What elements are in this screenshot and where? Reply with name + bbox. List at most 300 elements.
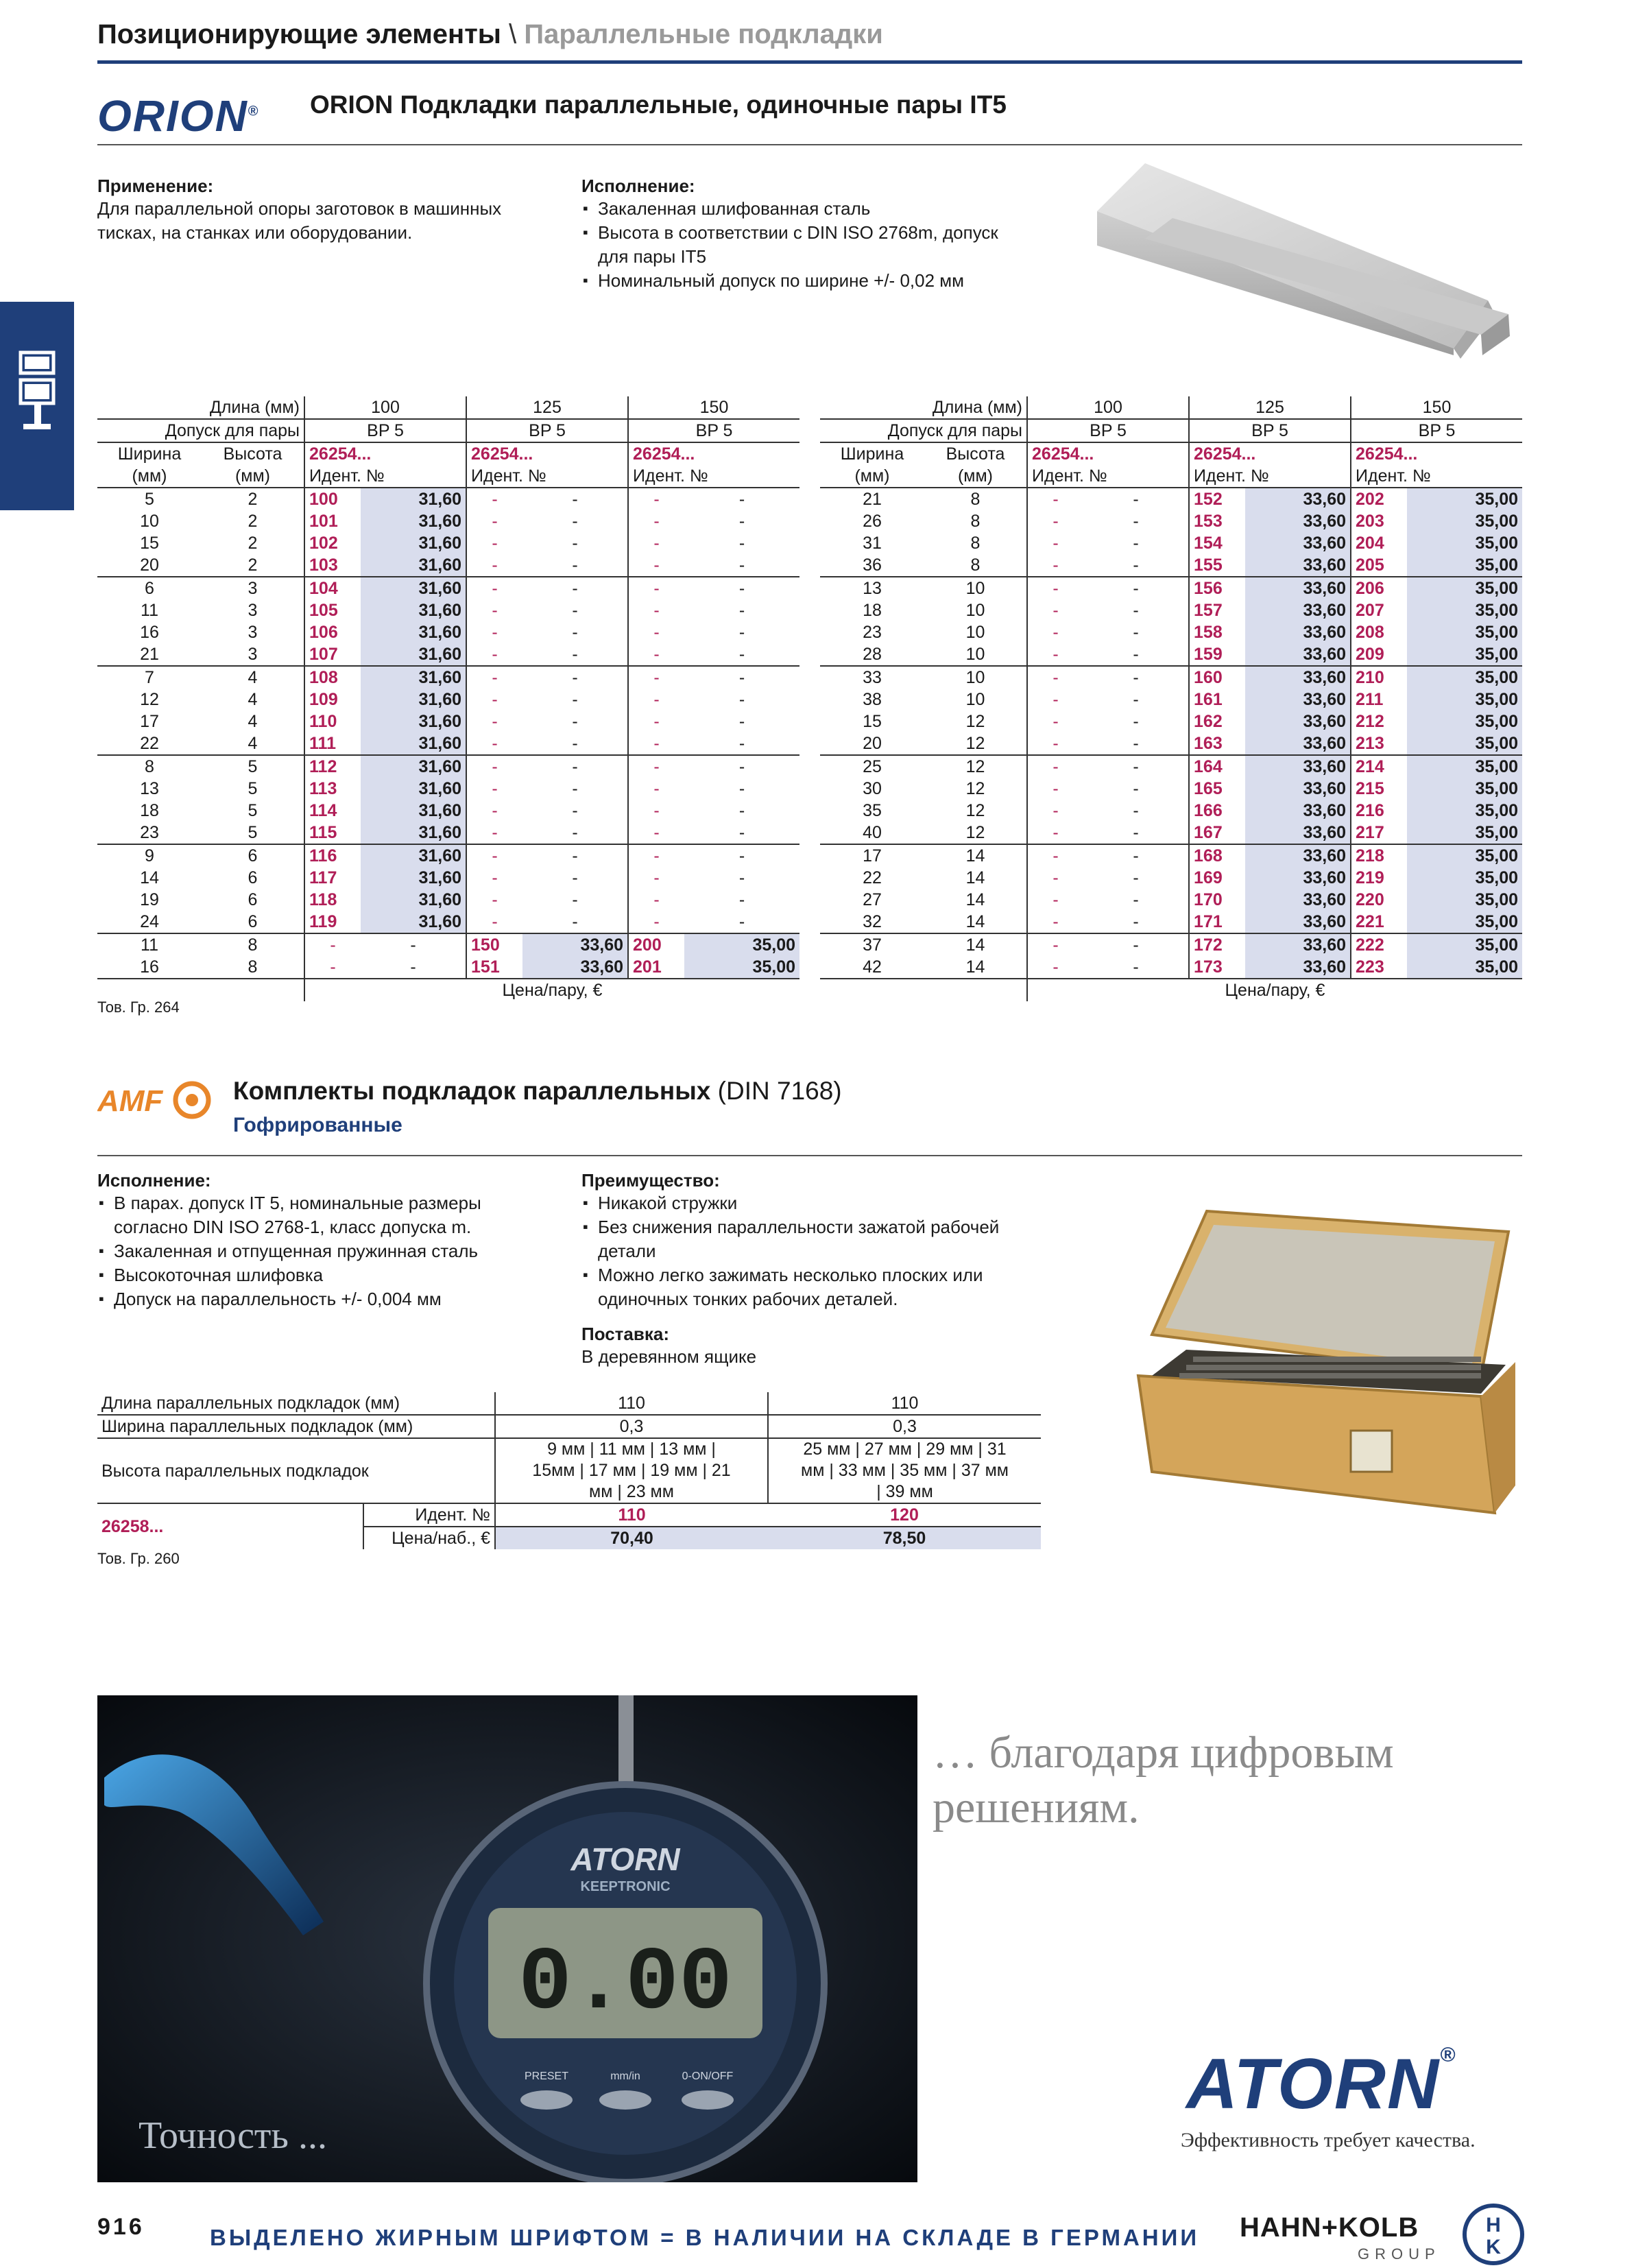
- amf-width-2: 0,3: [768, 1415, 1041, 1438]
- cell-ident-150: -: [628, 689, 684, 711]
- cell-width: 30: [863, 779, 882, 798]
- amf-prefix: 26258...: [101, 1517, 164, 1536]
- cell-price-150: 35,00: [1407, 933, 1522, 956]
- cell-ident-150: 210: [1351, 666, 1407, 689]
- cell-price-125: 33,60: [1245, 732, 1351, 755]
- cell-width: 38: [863, 690, 882, 709]
- cell-ident-150: 202: [1351, 488, 1407, 510]
- orion-section-title: ORION Подкладки параллельные, одиночные пары IT5: [310, 91, 1007, 119]
- parallel-block-icon: [14, 350, 60, 446]
- cell-price-100: 31,60: [361, 778, 466, 800]
- header-bp: BP 5: [304, 419, 466, 442]
- price-note: Цена/пару, €: [304, 979, 799, 1001]
- cell-ident-150: -: [628, 778, 684, 800]
- cell-price-125: 33,60: [1245, 510, 1351, 532]
- table-row: [97, 911, 799, 933]
- amf-length-2: 110: [768, 1392, 1041, 1415]
- device-display: 0.00: [518, 1934, 733, 2035]
- cell-price-125: -: [572, 912, 578, 931]
- cell-width: 21: [140, 645, 159, 664]
- cell-price-150: -: [738, 734, 745, 753]
- amf-width-label: Ширина параллельных подкладок (мм): [97, 1415, 495, 1438]
- cell-ident-125: 151: [466, 956, 522, 979]
- cell-price-150: -: [738, 868, 745, 887]
- cell-ident-100: -: [1027, 755, 1083, 778]
- cell-ident-150: 204: [1351, 532, 1407, 554]
- cell-price-100: 31,60: [361, 488, 466, 510]
- table-row: [820, 867, 1522, 889]
- cell-ident-125: -: [466, 800, 522, 822]
- cell-ident-125: 161: [1189, 689, 1245, 711]
- table-row: [97, 599, 799, 621]
- table-row: [97, 621, 799, 643]
- cell-ident-125: 162: [1189, 711, 1245, 732]
- cell-price-100: -: [1133, 912, 1139, 931]
- cell-height: 8: [248, 957, 258, 977]
- cell-ident-125: 156: [1189, 577, 1245, 599]
- table-row: [97, 800, 799, 822]
- cell-price-150: -: [738, 623, 745, 642]
- cell-width: 18: [863, 601, 882, 620]
- cell-price-150: 35,00: [1407, 666, 1522, 689]
- cell-price-150: 35,00: [1407, 488, 1522, 510]
- cell-ident-125: -: [466, 689, 522, 711]
- cell-ident-150: -: [628, 643, 684, 666]
- cell-price-150: -: [738, 757, 745, 776]
- cell-height: 4: [248, 668, 258, 687]
- cell-ident-100: -: [304, 956, 361, 979]
- cell-ident-125: -: [466, 822, 522, 844]
- photo-caption: Точность ...: [139, 2114, 327, 2157]
- cell-price-125: -: [572, 890, 578, 909]
- table-row: [820, 800, 1522, 822]
- cell-price-150: -: [738, 846, 745, 866]
- table-row: [97, 732, 799, 755]
- cell-ident-150: 218: [1351, 844, 1407, 867]
- cell-price-150: -: [738, 512, 745, 531]
- cell-price-100: 31,60: [361, 889, 466, 911]
- table-row: [820, 510, 1522, 532]
- table-row: [97, 577, 799, 599]
- cell-ident-150: -: [628, 822, 684, 844]
- cell-ident-125: -: [466, 621, 522, 643]
- cell-width: 15: [140, 534, 159, 553]
- cell-price-150: -: [738, 779, 745, 798]
- cell-ident-100: -: [1027, 554, 1083, 577]
- cell-ident-125: -: [466, 577, 522, 599]
- header-prefix: 26254...: [1351, 442, 1522, 465]
- amf-price-2: 78,50: [768, 1527, 1041, 1549]
- header-rule: [97, 60, 1522, 64]
- table-row: [820, 956, 1522, 979]
- cell-price-150: 35,00: [1407, 844, 1522, 867]
- cell-price-100: 31,60: [361, 599, 466, 621]
- execution-label: Исполнение:: [581, 176, 695, 196]
- cell-height: 2: [248, 490, 258, 509]
- cell-price-100: 31,60: [361, 844, 466, 867]
- cell-width: 36: [863, 556, 882, 575]
- header-prefix: 26254...: [1189, 442, 1351, 465]
- amf-supply-label: Поставка:: [581, 1324, 669, 1344]
- cell-price-100: 31,60: [361, 800, 466, 822]
- cell-price-100: 31,60: [361, 911, 466, 933]
- orion-application: [97, 176, 543, 245]
- cell-ident-125: -: [466, 755, 522, 778]
- cell-width: 26: [863, 512, 882, 531]
- cell-price-150: -: [738, 668, 745, 687]
- cell-price-150: 35,00: [1407, 599, 1522, 621]
- cell-ident-150: -: [628, 488, 684, 510]
- category-side-tab: [0, 302, 74, 510]
- cell-price-150: -: [738, 712, 745, 731]
- amf-logo: [97, 1079, 214, 1121]
- amf-execution-item: ▪ Высокоточная шлифовка: [97, 1263, 564, 1287]
- cell-price-150: 35,00: [1407, 711, 1522, 732]
- cell-width: 23: [140, 823, 159, 842]
- cell-ident-100: 112: [304, 755, 361, 778]
- cell-height: 4: [248, 690, 258, 709]
- cell-height: 3: [248, 579, 258, 598]
- orion-table-right: [820, 396, 1522, 1001]
- header-length: Длина (мм): [820, 396, 1027, 419]
- cell-ident-150: -: [628, 599, 684, 621]
- cell-price-125: 33,60: [1245, 800, 1351, 822]
- cell-ident-100: -: [1027, 911, 1083, 933]
- cell-ident-100: -: [304, 933, 361, 956]
- cell-ident-150: 207: [1351, 599, 1407, 621]
- cell-ident-100: 116: [304, 844, 361, 867]
- table-row: [820, 554, 1522, 577]
- header-length-100: 100: [304, 396, 466, 419]
- cell-ident-100: -: [1027, 599, 1083, 621]
- cell-price-150: 35,00: [1407, 532, 1522, 554]
- hahn-kolb-logo: HAHN+KOLB: [1240, 2212, 1419, 2243]
- table-row: [97, 755, 799, 778]
- cell-price-150: -: [738, 579, 745, 598]
- hk-emblem-icon: [1460, 2201, 1526, 2267]
- cell-ident-100: 114: [304, 800, 361, 822]
- cell-price-125: 33,60: [1245, 532, 1351, 554]
- cell-price-125: 33,60: [1245, 554, 1351, 577]
- cell-ident-150: 215: [1351, 778, 1407, 800]
- cell-ident-150: 201: [628, 956, 684, 979]
- cell-height: 6: [248, 846, 258, 866]
- cell-height: 4: [248, 712, 258, 731]
- header-prefix: 26254...: [304, 442, 466, 465]
- cell-width: 16: [140, 623, 159, 642]
- header-ident: Идент. №: [304, 465, 466, 488]
- amf-advantage-item-cont: одиночных тонких рабочих деталей.: [598, 1289, 898, 1309]
- amf-execution-item: ▪ Допуск на параллельность +/- 0,004 мм: [97, 1287, 564, 1311]
- cell-price-150: 35,00: [1407, 732, 1522, 755]
- cell-ident-150: 221: [1351, 911, 1407, 933]
- table-row: [97, 666, 799, 689]
- orion-logo: ORION®: [97, 91, 260, 141]
- amf-title-rule: [97, 1155, 1522, 1156]
- table-row: [820, 689, 1522, 711]
- cell-ident-100: -: [1027, 643, 1083, 666]
- table-row: [97, 822, 799, 844]
- cell-width: 11: [141, 935, 158, 955]
- cell-price-125: 33,60: [1245, 488, 1351, 510]
- amf-length-label: Длина параллельных подкладок (мм): [97, 1392, 495, 1415]
- cell-price-100: -: [1133, 601, 1139, 620]
- svg-text:K: K: [1486, 2236, 1501, 2258]
- cell-width: 20: [863, 734, 882, 753]
- cell-price-100: -: [1133, 690, 1139, 709]
- header-length-125: 125: [466, 396, 628, 419]
- cell-ident-125: 155: [1189, 554, 1245, 577]
- cell-ident-150: 212: [1351, 711, 1407, 732]
- cell-price-100: -: [1133, 668, 1139, 687]
- cell-width: 22: [863, 868, 882, 887]
- orion-product-group: Тов. Гр. 264: [97, 999, 180, 1016]
- application-text-1: Для параллельной опоры заготовок в машинных: [97, 198, 502, 219]
- header-ident: Идент. №: [1351, 465, 1522, 488]
- cell-ident-125: -: [466, 666, 522, 689]
- cell-ident-125: 172: [1189, 933, 1245, 956]
- cell-width: 19: [140, 890, 159, 909]
- cell-ident-150: 211: [1351, 689, 1407, 711]
- cell-price-125: 33,60: [1245, 755, 1351, 778]
- cell-width: 11: [141, 601, 158, 620]
- table-row: [820, 933, 1522, 956]
- header-ident: Идент. №: [628, 465, 799, 488]
- cell-price-125: 33,60: [1245, 822, 1351, 844]
- header-bp: BP 5: [466, 419, 628, 442]
- cell-ident-150: 216: [1351, 800, 1407, 822]
- cell-price-100: -: [1133, 823, 1139, 842]
- application-text-2: тисках, на станках или оборудовании.: [97, 222, 413, 243]
- header-height-unit: (мм): [202, 465, 304, 488]
- cell-ident-100: 109: [304, 689, 361, 711]
- amf-price-label: Цена/наб., €: [363, 1527, 495, 1549]
- table-row: [97, 778, 799, 800]
- header-length-150: 150: [1351, 396, 1522, 419]
- table-row: [820, 488, 1522, 510]
- cell-ident-100: -: [1027, 510, 1083, 532]
- cell-price-150: -: [738, 534, 745, 553]
- execution-item: ▪ Высота в соответствии с DIN ISO 2768m, допуск: [581, 221, 1048, 245]
- cell-ident-125: 166: [1189, 800, 1245, 822]
- cell-width: 16: [140, 957, 159, 977]
- cell-price-150: -: [738, 490, 745, 509]
- cell-ident-100: 115: [304, 822, 361, 844]
- cell-ident-125: -: [466, 532, 522, 554]
- table-row: [97, 844, 799, 867]
- cell-price-100: 31,60: [361, 643, 466, 666]
- cell-price-100: -: [1133, 556, 1139, 575]
- stock-notice: ВЫДЕЛЕНО ЖИРНЫМ ШРИФТОМ = В НАЛИЧИИ НА СКЛАДЕ В ГЕРМАНИИ: [210, 2225, 1200, 2250]
- header-width: Ширина: [97, 442, 202, 465]
- cell-ident-100: -: [1027, 800, 1083, 822]
- cell-price-100: -: [1133, 512, 1139, 531]
- cell-ident-100: 117: [304, 867, 361, 889]
- cell-ident-150: 217: [1351, 822, 1407, 844]
- cell-ident-100: -: [1027, 732, 1083, 755]
- page-number: 916: [97, 2214, 145, 2240]
- table-row: [820, 822, 1522, 844]
- execution-item: ▪ Номинальный допуск по ширине +/- 0,02 мм: [581, 269, 1048, 293]
- cell-width: 33: [863, 668, 882, 687]
- cell-price-125: 33,60: [1245, 956, 1351, 979]
- cell-height: 2: [248, 556, 258, 575]
- cell-width: 7: [145, 668, 154, 687]
- cell-ident-125: 165: [1189, 778, 1245, 800]
- cell-height: 8: [970, 512, 981, 531]
- cell-price-100: -: [1133, 779, 1139, 798]
- cell-ident-150: 220: [1351, 889, 1407, 911]
- cell-price-150: 35,00: [684, 956, 799, 979]
- header-ident: Идент. №: [1189, 465, 1351, 488]
- cell-height: 2: [248, 512, 258, 531]
- hahn-kolb-group: GROUP: [1358, 2245, 1441, 2263]
- cell-height: 8: [248, 935, 258, 955]
- cell-price-100: 31,60: [361, 732, 466, 755]
- cell-price-125: 33,60: [1245, 643, 1351, 666]
- cell-ident-150: -: [628, 911, 684, 933]
- cell-price-100: -: [1133, 490, 1139, 509]
- cell-ident-125: -: [466, 510, 522, 532]
- cell-height: 10: [965, 668, 985, 687]
- header-width-unit: (мм): [97, 465, 202, 488]
- cell-ident-150: -: [628, 732, 684, 755]
- cell-price-125: -: [572, 512, 578, 531]
- cell-ident-100: 110: [304, 711, 361, 732]
- cell-height: 8: [970, 490, 981, 509]
- cell-ident-100: -: [1027, 621, 1083, 643]
- cell-width: 23: [863, 623, 882, 642]
- cell-price-150: 35,00: [1407, 956, 1522, 979]
- table-row: [820, 732, 1522, 755]
- cell-height: 3: [248, 623, 258, 642]
- table-row: [97, 889, 799, 911]
- cell-ident-125: -: [466, 488, 522, 510]
- cell-price-125: 33,60: [522, 933, 628, 956]
- table-row: [97, 711, 799, 732]
- cell-ident-100: -: [1027, 867, 1083, 889]
- cell-height: 3: [248, 645, 258, 664]
- cell-ident-100: -: [1027, 889, 1083, 911]
- cell-height: 5: [248, 823, 258, 842]
- cell-price-100: -: [1133, 935, 1139, 955]
- cell-ident-125: 167: [1189, 822, 1245, 844]
- cell-ident-150: -: [628, 621, 684, 643]
- cell-price-125: -: [572, 645, 578, 664]
- price-note: Цена/пару, €: [1027, 979, 1522, 1001]
- cell-ident-100: -: [1027, 488, 1083, 510]
- cell-ident-100: 101: [304, 510, 361, 532]
- amf-execution-item: ▪ В парах. допуск IT 5, номинальные размеры: [97, 1191, 564, 1215]
- cell-ident-150: -: [628, 711, 684, 732]
- cell-height: 14: [965, 868, 985, 887]
- cell-height: 3: [248, 601, 258, 620]
- cell-height: 8: [970, 534, 981, 553]
- amf-ident-label: Идент. №: [363, 1503, 495, 1527]
- cell-price-125: 33,60: [1245, 577, 1351, 599]
- amf-advantage: [581, 1170, 1061, 1369]
- amf-length-1: 110: [495, 1392, 768, 1415]
- cell-ident-150: -: [628, 800, 684, 822]
- cell-ident-100: -: [1027, 933, 1083, 956]
- device-brand: ATORN: [570, 1841, 680, 1877]
- cell-ident-100: -: [1027, 956, 1083, 979]
- cell-ident-125: -: [466, 778, 522, 800]
- amf-product-group: Тов. Гр. 260: [97, 1550, 180, 1567]
- cell-ident-125: 152: [1189, 488, 1245, 510]
- cell-price-100: 31,60: [361, 554, 466, 577]
- cell-ident-100: 118: [304, 889, 361, 911]
- cell-ident-100: 104: [304, 577, 361, 599]
- header-tolerance: Допуск для пары: [165, 421, 300, 440]
- cell-price-125: 33,60: [1245, 621, 1351, 643]
- cell-price-150: 35,00: [1407, 911, 1522, 933]
- table-row: [820, 889, 1522, 911]
- cell-width: 17: [863, 846, 882, 866]
- amf-width-1: 0,3: [495, 1415, 768, 1438]
- header-prefix: 26254...: [1027, 442, 1189, 465]
- table-row: [820, 532, 1522, 554]
- cell-price-125: -: [572, 601, 578, 620]
- cell-price-125: -: [572, 534, 578, 553]
- cell-price-125: 33,60: [1245, 933, 1351, 956]
- orion-right-rows: [820, 488, 1522, 979]
- cell-ident-125: -: [466, 711, 522, 732]
- cell-ident-150: 223: [1351, 956, 1407, 979]
- cell-ident-100: 106: [304, 621, 361, 643]
- cell-price-150: -: [738, 890, 745, 909]
- cell-price-150: 35,00: [1407, 800, 1522, 822]
- cell-ident-150: 200: [628, 933, 684, 956]
- cell-ident-125: -: [466, 599, 522, 621]
- cell-price-150: -: [738, 690, 745, 709]
- cell-price-100: -: [1133, 734, 1139, 753]
- header-ident: Идент. №: [1027, 465, 1189, 488]
- cell-price-125: -: [572, 556, 578, 575]
- cell-ident-150: 205: [1351, 554, 1407, 577]
- cell-price-100: -: [1133, 712, 1139, 731]
- table-row: [820, 577, 1522, 599]
- orion-table-left: [97, 396, 799, 1001]
- cell-price-125: 33,60: [1245, 844, 1351, 867]
- cell-ident-100: -: [1027, 844, 1083, 867]
- cell-price-100: -: [1133, 846, 1139, 866]
- cell-ident-100: 107: [304, 643, 361, 666]
- device-model: KEEPTRONIC: [580, 1879, 671, 1894]
- cell-height: 12: [965, 779, 985, 798]
- cell-ident-150: -: [628, 532, 684, 554]
- cell-width: 37: [863, 935, 882, 955]
- cell-width: 28: [863, 645, 882, 664]
- execution-item: ▪ Закаленная шлифованная сталь: [581, 197, 1048, 221]
- cell-price-150: -: [738, 645, 745, 664]
- cell-ident-125: 153: [1189, 510, 1245, 532]
- header-length: Длина (мм): [97, 396, 304, 419]
- cell-ident-150: 219: [1351, 867, 1407, 889]
- cell-height: 4: [248, 734, 258, 753]
- cell-width: 18: [140, 801, 159, 820]
- cell-price-150: 35,00: [1407, 577, 1522, 599]
- table-row: [820, 911, 1522, 933]
- cell-ident-125: -: [466, 889, 522, 911]
- cell-ident-150: 203: [1351, 510, 1407, 532]
- header-length-150: 150: [628, 396, 799, 419]
- cell-price-100: -: [1133, 890, 1139, 909]
- cell-ident-125: -: [466, 554, 522, 577]
- cell-ident-125: 157: [1189, 599, 1245, 621]
- cell-ident-125: 158: [1189, 621, 1245, 643]
- amf-advantage-label: Преимущество:: [581, 1170, 720, 1191]
